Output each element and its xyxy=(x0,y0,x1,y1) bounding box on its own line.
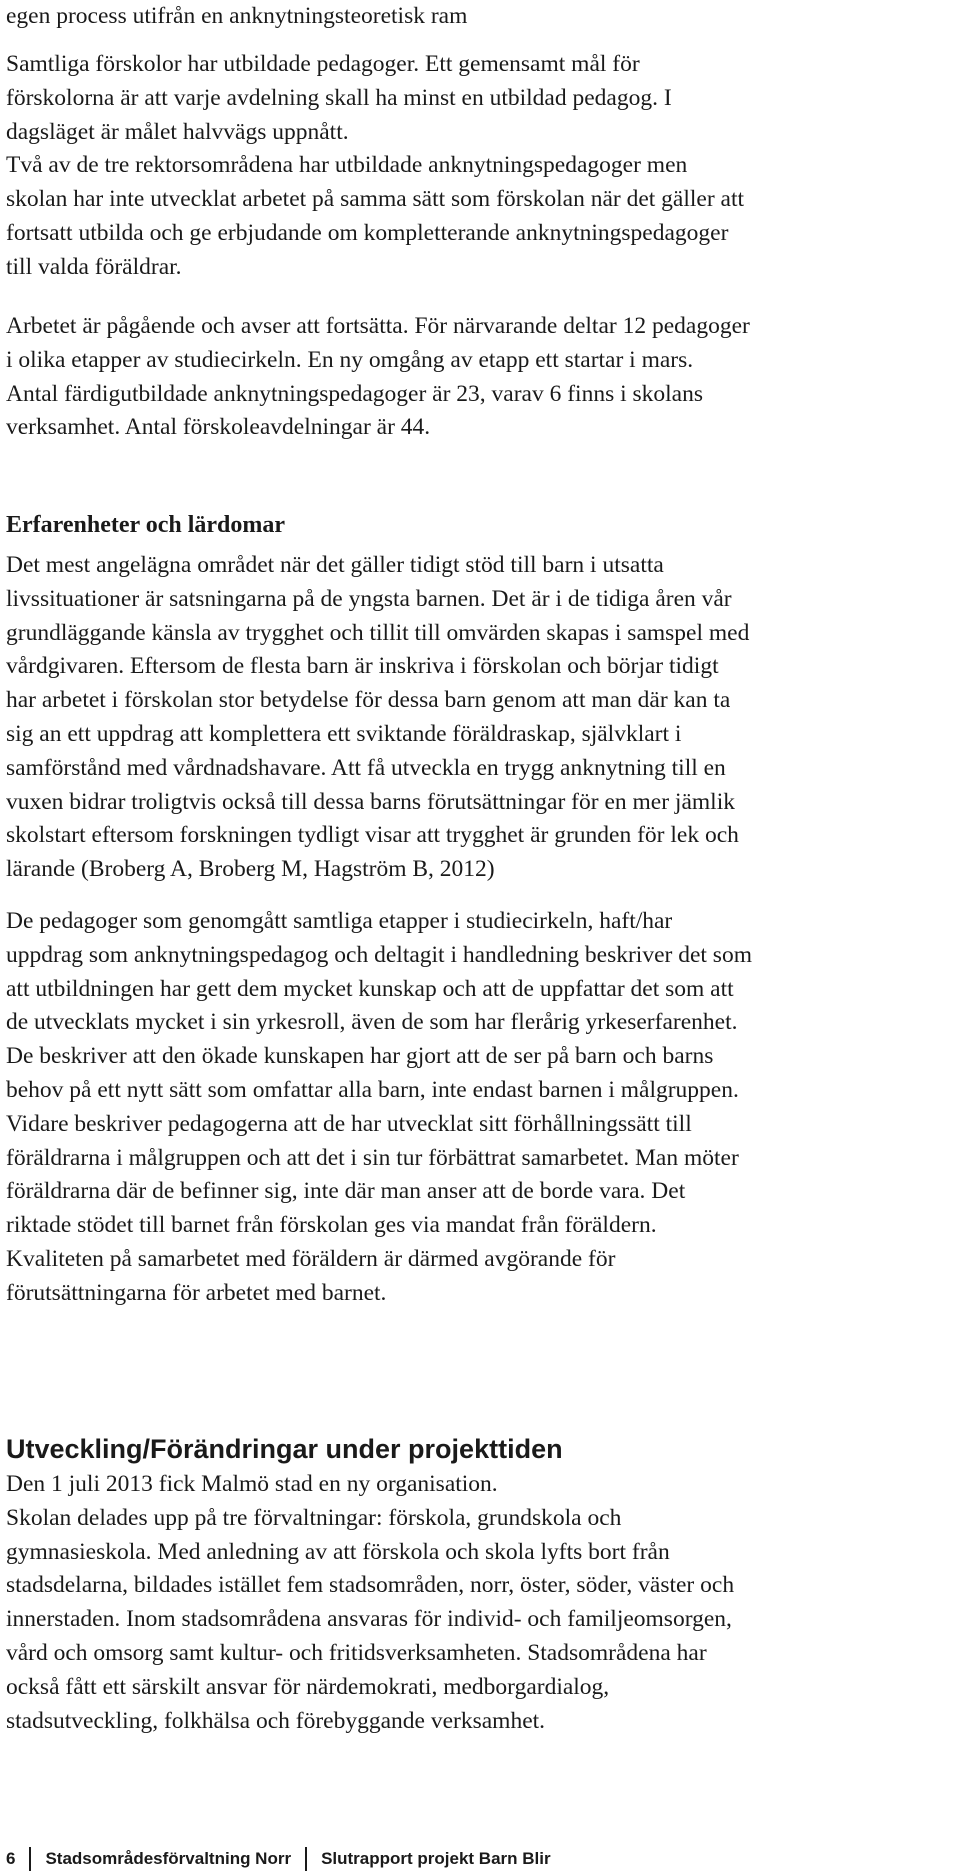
paragraph-intro xyxy=(6,0,467,34)
text-line: föräldrarna i målgruppen och att det i sin tur förbättrat samarbetet. Man möter xyxy=(6,1144,739,1171)
text-line: grundläggande känsla av trygghet och tillit till omvärden skapas i samspel med xyxy=(6,619,750,646)
text-line: livssituationer är satsningarna på de yngsta barnen. Det är i de tidiga åren vår xyxy=(6,585,732,612)
text-line: Det mest angelägna området när det gäller tidigt stöd till barn i utsatta xyxy=(6,552,664,578)
text-line: Kvaliteten på samarbetet med föräldern är därmed avgörande för xyxy=(6,1245,616,1272)
text-line: har arbetet i förskolan stor betydelse för dessa barn genom att man där kan ta xyxy=(6,687,731,714)
text-line: Samtliga förskolor har utbildade pedagoger. Ett gemensamt mål för xyxy=(6,51,640,77)
text-line: verksamhet. Antal förskoleavdelningar är 44. xyxy=(6,414,431,441)
text-line: vuxen bidrar troligtvis också till dessa barns förutsättningar för en mer jämlik xyxy=(6,788,735,815)
footer-report-title: Slutrapport projekt Barn Blir xyxy=(321,1849,551,1868)
text-line: förskolorna är att varje avdelning skall ha minst en utbildad pedagog. I xyxy=(6,84,672,111)
text-line: fortsatt utbilda och ge erbjudande om kompletterande anknytningspedagoger xyxy=(6,219,729,246)
text-line: de utvecklats mycket i sin yrkesroll, även de som har flerårig yrkeserfarenhet. xyxy=(6,1009,738,1036)
paragraph-erfarenheter xyxy=(6,549,749,887)
paragraph-arbetet xyxy=(6,310,750,445)
text-line: till valda föräldrar. xyxy=(6,253,182,280)
text-line: föräldrarna där de befinner sig, inte där man anser att de borde vara. Det xyxy=(6,1178,686,1205)
text-line: Den 1 juli 2013 fick Malmö stad en ny organisation. xyxy=(6,1471,498,1497)
text-line: Två av de tre rektorsområdena har utbildade anknytningspedagoger men xyxy=(6,152,688,179)
text-line: Antal färdigutbildade anknytningspedagoger är 23, varav 6 finns i skolans xyxy=(6,380,703,407)
footer-divider xyxy=(305,1847,307,1871)
section-heading-utveckling: Utveckling/Förändringar under projekttiden xyxy=(6,1434,563,1464)
text-line: Skolan delades upp på tre förvaltningar: förskola, grundskola och xyxy=(6,1504,622,1531)
text-line: vård och omsorg samt kultur- och fritidsverksamheten. Stadsområdena har xyxy=(6,1639,707,1666)
text-line: vårdgivaren. Eftersom de flesta barn är inskriva i förskolan och börjar tidigt xyxy=(6,653,719,680)
paragraph-pedagoger xyxy=(6,905,752,1311)
text-line: stadsdelarna, bildades istället fem stadsområden, norr, öster, söder, väster och xyxy=(6,1572,735,1599)
text-line: dagsläget är målet halvvägs uppnått. xyxy=(6,118,349,145)
text-line: behov på ett nytt sätt som omfattar alla barn, inte endast barnen i målgruppen. xyxy=(6,1076,739,1103)
text-line: samförstånd med vårdnadshavare. Att få utveckla en trygg anknytning till en xyxy=(6,754,726,781)
text-line: gymnasieskola. Med anledning av att förskola och skola lyfts bort från xyxy=(6,1538,670,1565)
text-line: innerstaden. Inom stadsområdena ansvaras för individ- och familjeomsorgen, xyxy=(6,1606,732,1633)
text-line: i olika etapper av studiecirkeln. En ny omgång av etapp ett startar i mars. xyxy=(6,346,694,373)
text-line: att utbildningen har gett dem mycket kunskap och att de uppfattar det som att xyxy=(6,975,734,1002)
text-line: riktade stödet till barnet från förskolan ges via mandat från föräldern. xyxy=(6,1212,657,1239)
text-line: också fått ett särskilt ansvar för närdemokrati, medborgardialog, xyxy=(6,1673,610,1700)
text-line: uppdrag som anknytningspedagog och deltagit i handledning beskriver det som xyxy=(6,941,752,968)
section-heading-erfarenheter: Erfarenheter och lärdomar xyxy=(6,512,286,538)
text-line: Arbetet är pågående och avser att fortsätta. För närvarande deltar 12 pedagoger xyxy=(6,313,750,339)
page-footer xyxy=(6,1844,551,1874)
text-line: skolan har inte utvecklat arbetet på samma sätt som förskolan när det gäller att xyxy=(6,186,745,213)
text-line: De beskriver att den ökade kunskapen har gjort att de ser på barn och barns xyxy=(6,1043,714,1070)
text-line: egen process utifrån en anknytningsteoretisk ram xyxy=(6,3,468,29)
paragraph-utveckling xyxy=(6,1468,734,1738)
text-line: lärande (Broberg A, Broberg M, Hagström B, 2012) xyxy=(6,856,495,883)
footer-divider xyxy=(29,1847,31,1871)
text-line: förutsättningarna för arbetet med barnet. xyxy=(6,1279,387,1306)
text-line: sig an ett uppdrag att komplettera ett sviktande föräldraskap, självklart i xyxy=(6,720,682,747)
page-number: 6 xyxy=(6,1849,16,1868)
paragraph-forskolor xyxy=(6,48,744,285)
text-line: De pedagoger som genomgått samtliga etapper i studiecirkeln, haft/har xyxy=(6,908,673,934)
text-line: stadsutveckling, folkhälsa och förebyggande verksamhet. xyxy=(6,1707,546,1734)
text-line: skolstart eftersom forskningen tydligt visar att trygghet är grunden för lek och xyxy=(6,822,739,849)
text-line: Vidare beskriver pedagogerna att de har utvecklat sitt förhållningssätt till xyxy=(6,1110,692,1137)
footer-org: Stadsområdesförvaltning Norr xyxy=(45,1849,292,1868)
